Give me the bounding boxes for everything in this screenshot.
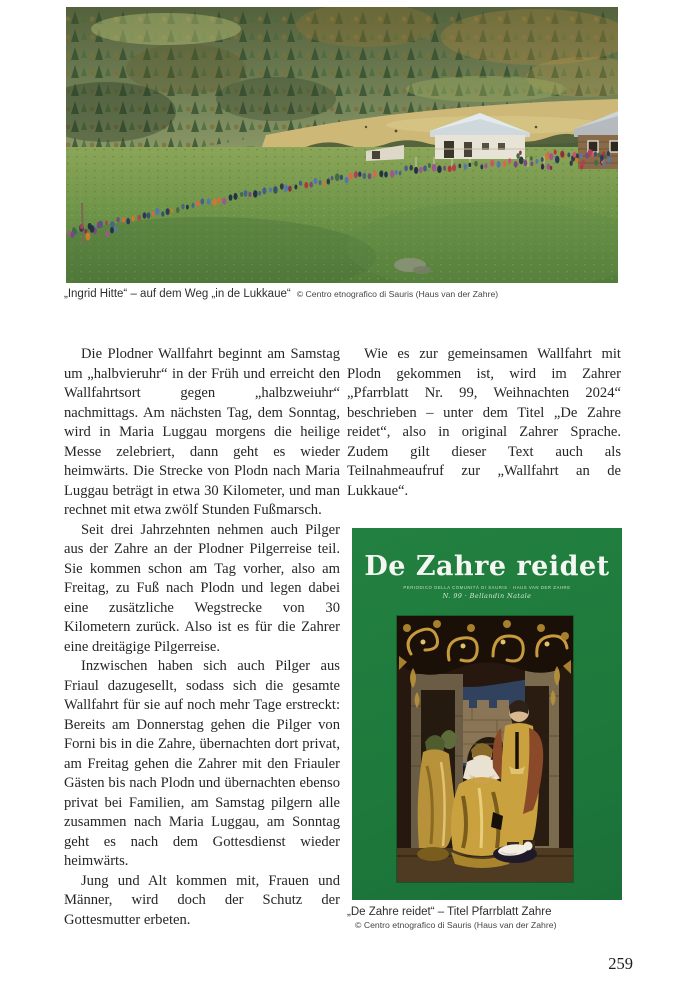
article-paragraph: Jung und Alt kommen mit, Frauen und Männer, wird doch der Schutz der Gottesmutter erbeten. xyxy=(64,872,340,928)
cover-masthead: PERIODICO DELLA COMUNITÀ DI SAURIS · HAUS VAN DER ZAHRE xyxy=(403,585,571,590)
article-paragraph: Wie es zur gemeinsamen Wallfahrt mit Plodn gekommen ist, wird im Zahrer „Pfarrblatt Nr. 99, Weihnachten 2024“ beschrieben – unter dem Titel „De Zahre reidet“, also in original Zahrer Sprache. Zudem gilt dieser Text auch als Teilnahmeaufruf zur „Wallfahrt an de Lukkaue“. xyxy=(347,346,621,499)
nativity-carving-art xyxy=(397,616,573,882)
cover-issue-line: N. 99 · Bellandin Natale xyxy=(442,592,532,600)
cover-caption-text: „De Zahre reidet“ – Titel Pfarrblatt Zahre xyxy=(347,906,552,918)
pfarrblatt-cover xyxy=(352,528,622,900)
article-paragraph: Inzwischen haben sich auch Pilger aus Friaul dazugesellt, sodass sich die gesamte Wallfahrt für sie auf noch mehr Tage erstreckt: Bereits am Donnerstag gehen die Pilger von Forni bis in die Zahre, übernachten dort privat, am Freitag gehen die Zahrer mit den Friauler Gästen bis nach Plodn und übernachten ebenso privat bei Familien, am Samstag pilgern alle zusammen nach Maria Luggau, am Sonntag geht es nach dem Gottesdienst wieder heimwärts. xyxy=(64,658,340,869)
pilgrimage-photo-art xyxy=(66,7,618,283)
photo-credit: © Centro etnografico di Sauris (Haus van der Zahre) xyxy=(296,289,499,299)
photo-caption xyxy=(64,288,624,300)
cover-credit: © Centro etnografico di Sauris (Haus van der Zahre) xyxy=(355,920,557,930)
right-column xyxy=(347,345,621,501)
cover-title: De Zahre reidet xyxy=(364,551,610,582)
left-column xyxy=(64,345,340,930)
cover-caption xyxy=(347,906,627,930)
article-paragraph: Die Plodner Wallfahrt beginnt am Samstag um „halbvieruhr“ in der Früh und erreicht den Wallfahrtsort gegen „halbzweiuhr“ nachmittags. Am nächsten Tag, dem Sonntag, wird in Maria Luggau morgens die heilige Messe zelebriert, dann geht es wieder heimwärts. Die Strecke von Plodn nach Maria Luggau beträgt in etwa 30 Kilometer, und man rechnet mit etwa zwölf Stunden Fußmarsch. xyxy=(64,346,340,518)
pilgrimage-photo xyxy=(66,7,618,283)
article-paragraph: Seit drei Jahrzehnten nehmen auch Pilger aus der Zahre an der Plodner Pilgerreise teil. Sie kommen schon am Tag vorher, also am Freitag, zu Fuß nach Plodn und legen dabei eine zusätzliche Wegstrecke von 30 Kilometern zurück. Also ist es für die Zahrer eine dreitägige Pilgerreise. xyxy=(64,521,340,655)
photo-caption-text: „Ingrid Hitte“ – auf dem Weg „in de Lukkaue“ xyxy=(64,288,291,300)
page-number: 259 xyxy=(608,954,633,973)
